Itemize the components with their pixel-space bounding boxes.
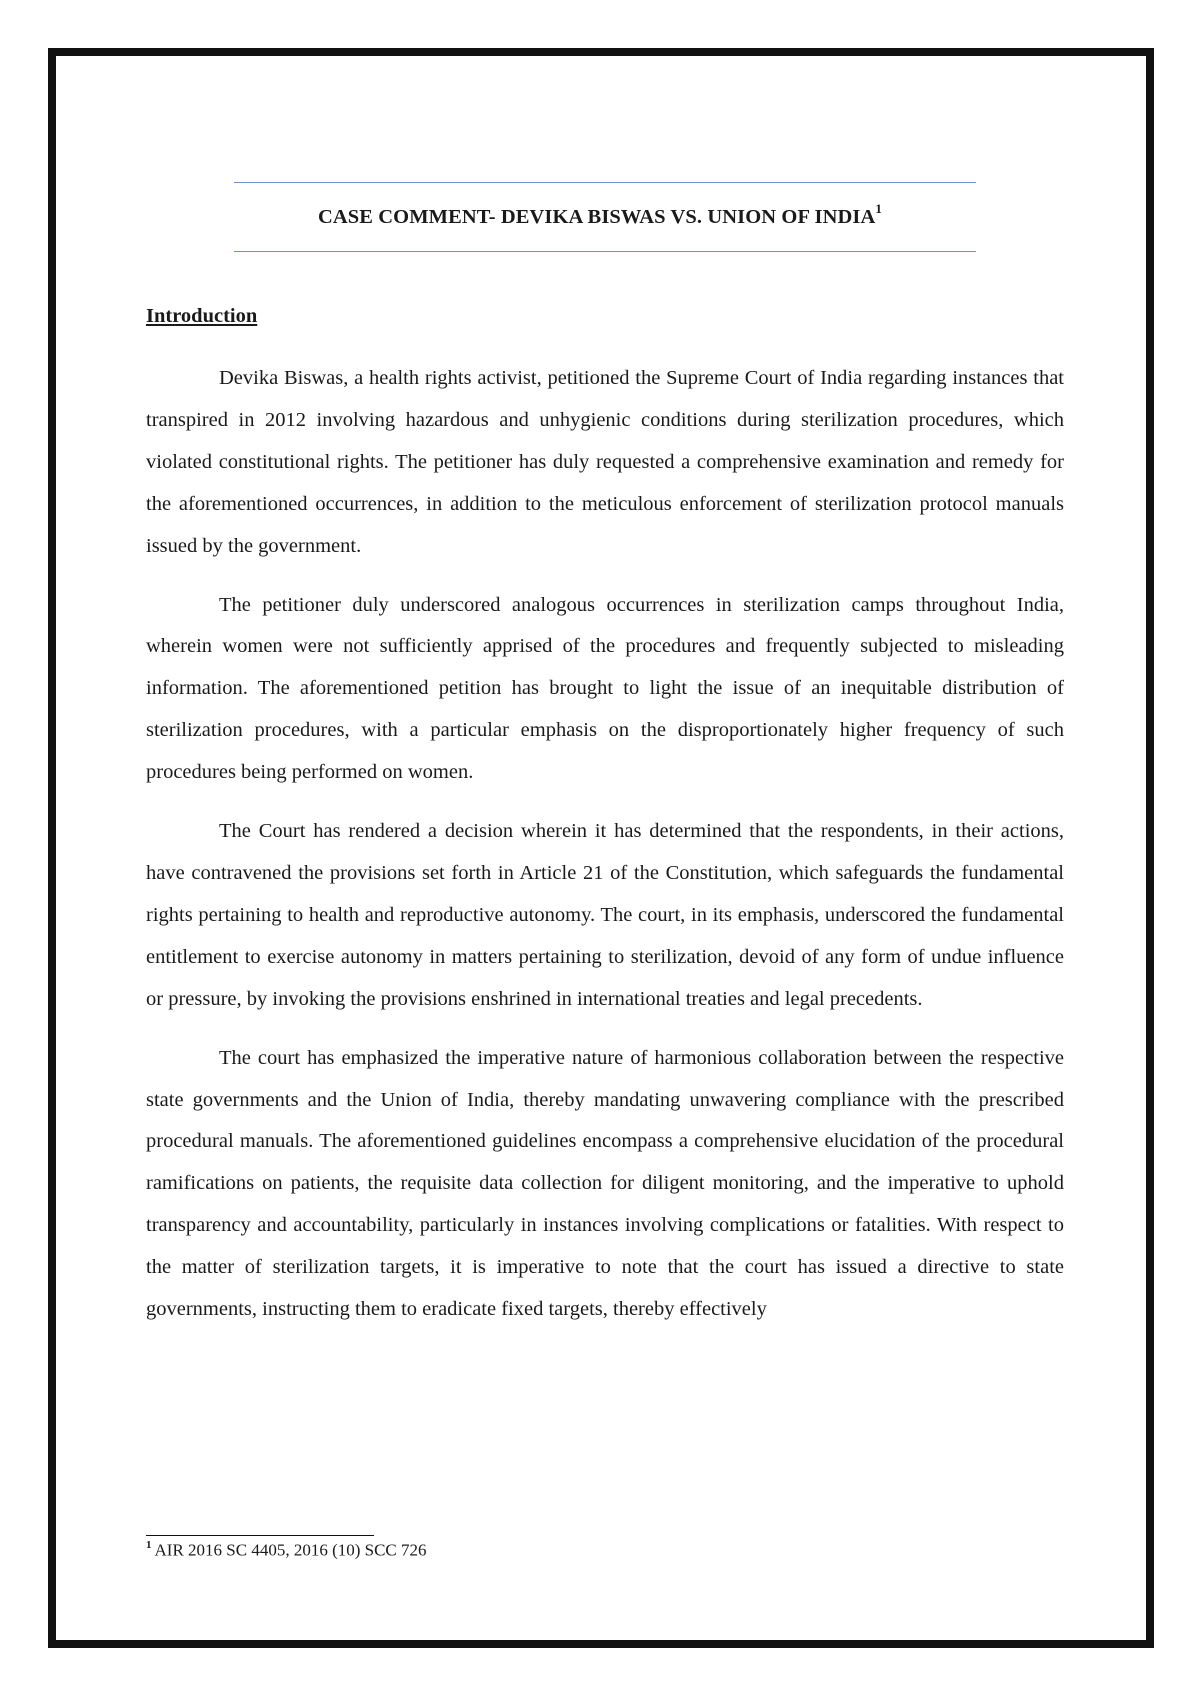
title-footnote-marker[interactable]: 1 bbox=[875, 201, 883, 216]
body-text bbox=[146, 358, 1064, 1348]
document-title bbox=[160, 203, 1040, 229]
document-title-text: CASE COMMENT- DEVIKA BISWAS VS. UNION OF INDIA bbox=[317, 205, 876, 228]
footnote bbox=[146, 1540, 427, 1561]
footnote-separator bbox=[146, 1535, 374, 1536]
title-top-rule bbox=[234, 182, 976, 183]
title-bottom-rule bbox=[234, 251, 976, 252]
paragraph-1: Devika Biswas, a health rights activist, petitioned the Supreme Court of India regarding instances that transpired in 2012 involving hazardous and unhygienic conditions during sterilization procedures, which violated constitutional rights. The petitioner has duly requested a comprehensive examination and remedy for the aforementioned occurrences, in addition to the meticulous enforcement of sterilization protocol manuals issued by the government. bbox=[146, 367, 1064, 557]
paragraph-2: The petitioner duly underscored analogous occurrences in sterilization camps throughout India, wherein women were not sufficiently apprised of the procedures and frequently subjected to misleading information. The aforementioned petition has brought to light the issue of an inequitable distribution of sterilization procedures, with a particular emphasis on the disproportionately higher frequency of such procedures being performed on women. bbox=[146, 593, 1064, 784]
footnote-text: AIR 2016 SC 4405, 2016 (10) SCC 726 bbox=[154, 1540, 427, 1560]
paragraph-4: The court has emphasized the imperative nature of harmonious collaboration between the respective state governments and the Union of India, thereby mandating unwavering compliance with the prescribed procedural manuals. The aforementioned guidelines encompass a comprehensive elucidation of the procedural ramifications on patients, the requisite data collection for diligent monitoring, and the imperative to uphold transparency and accountability, particularly in instances involving complications or fatalities. With respect to the matter of sterilization targets, it is imperative to note that the court has issued a directive to state governments, instructing them to eradicate fixed targets, thereby effectively bbox=[146, 1046, 1064, 1321]
footnote-marker: 1 bbox=[146, 1539, 152, 1551]
section-heading-introduction: Introduction bbox=[146, 305, 258, 327]
paragraph-3: The Court has rendered a decision wherein it has determined that the respondents, in their actions, have contravened the provisions set forth in Article 21 of the Constitution, which safeguards the fundamental rights pertaining to health and reproductive autonomy. The court, in its emphasis, underscored the fundamental entitlement to exercise autonomy in matters pertaining to sterilization, devoid of any form of undue influence or pressure, by invoking the provisions enshrined in international treaties and legal precedents. bbox=[146, 820, 1064, 1010]
